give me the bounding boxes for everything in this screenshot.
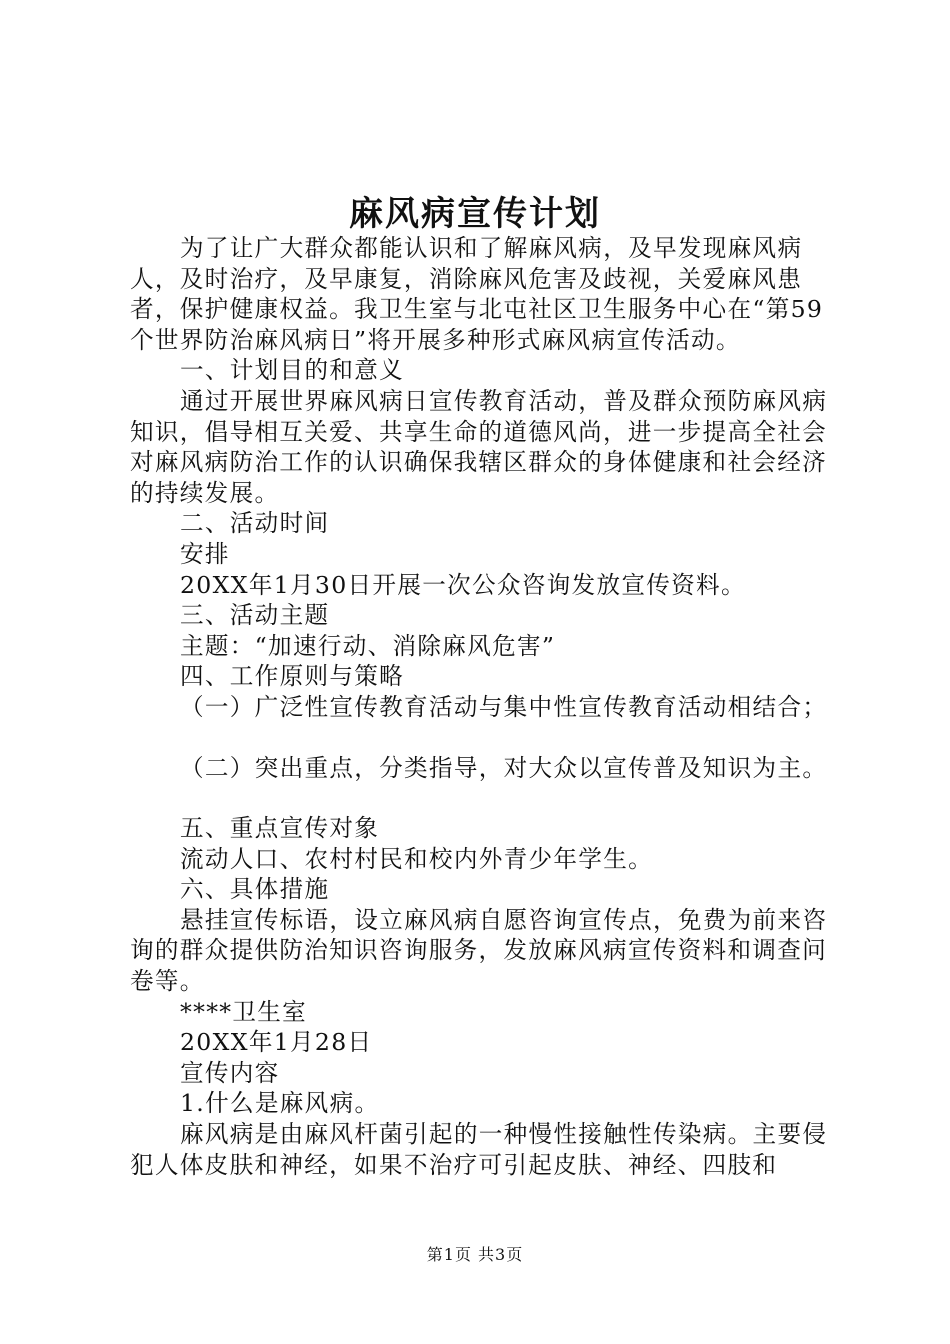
answer-paragraph-1: 麻风病是由麻风杆菌引起的一种慢性接触性传染病。主要侵犯人体皮肤和神经，如果不治疗可引起皮肤、神经、四肢和 (130, 1120, 828, 1179)
schedule-label: 安排 (180, 539, 230, 568)
intro-paragraph: 为了让广大群众都能认识和了解麻风病，及早发现麻风病人，及时治疗，及早康复，消除麻风危害及歧视，关爱麻风患者，保护健康权益。我卫生室与北屯社区卫生服务中心在“第59个世界防治麻风病日”将开展多种形式麻风病宣传活动。 (130, 234, 824, 354)
section-heading-targets: 五、重点宣传对象 (180, 814, 380, 843)
section-heading-purpose: 一、计划目的和意义 (180, 356, 405, 385)
question-heading-1: 1.什么是麻风病。 (180, 1089, 380, 1118)
signature-org: ****卫生室 (180, 997, 308, 1026)
section-heading-principles: 四、工作原则与策略 (180, 662, 405, 691)
section-heading-time: 二、活动时间 (180, 509, 330, 538)
content-heading: 宣传内容 (180, 1058, 280, 1087)
section-heading-measures: 六、具体措施 (180, 875, 330, 904)
schedule-paragraph: 20XX年1月30日开展一次公众咨询发放宣传资料。 (180, 570, 746, 599)
document-body (130, 233, 840, 1180)
page-footer: 第1页 共3页 (426, 1245, 524, 1264)
targets-paragraph: 流动人口、农村村民和校内外青少年学生。 (180, 844, 653, 873)
signature-date: 20XX年1月28日 (180, 1028, 373, 1057)
principle-item-1: （一）广泛性宣传教育活动与集中性宣传教育活动相结合； (180, 692, 828, 721)
purpose-paragraph: 通过开展世界麻风病日宣传教育活动，普及群众预防麻风病知识，倡导相互关爱、共享生命的道德风尚，进一步提高全社会对麻风病防治工作的认识确保我辖区群众的身体健康和社会经济的持续发展。 (130, 386, 828, 507)
principle-item-2: （二）突出重点，分类指导，对大众以宣传普及知识为主。 (180, 753, 828, 782)
measures-paragraph: 悬挂宣传标语，设立麻风病自愿咨询宣传点，免费为前来咨询的群众提供防治知识咨询服务，发放麻风病宣传资料和调查问卷等。 (130, 905, 828, 996)
document-title: 麻风病宣传计划 (349, 194, 601, 234)
section-heading-theme: 三、活动主题 (180, 601, 330, 630)
theme-paragraph: 主题：“加速行动、消除麻风危害” (180, 631, 556, 660)
